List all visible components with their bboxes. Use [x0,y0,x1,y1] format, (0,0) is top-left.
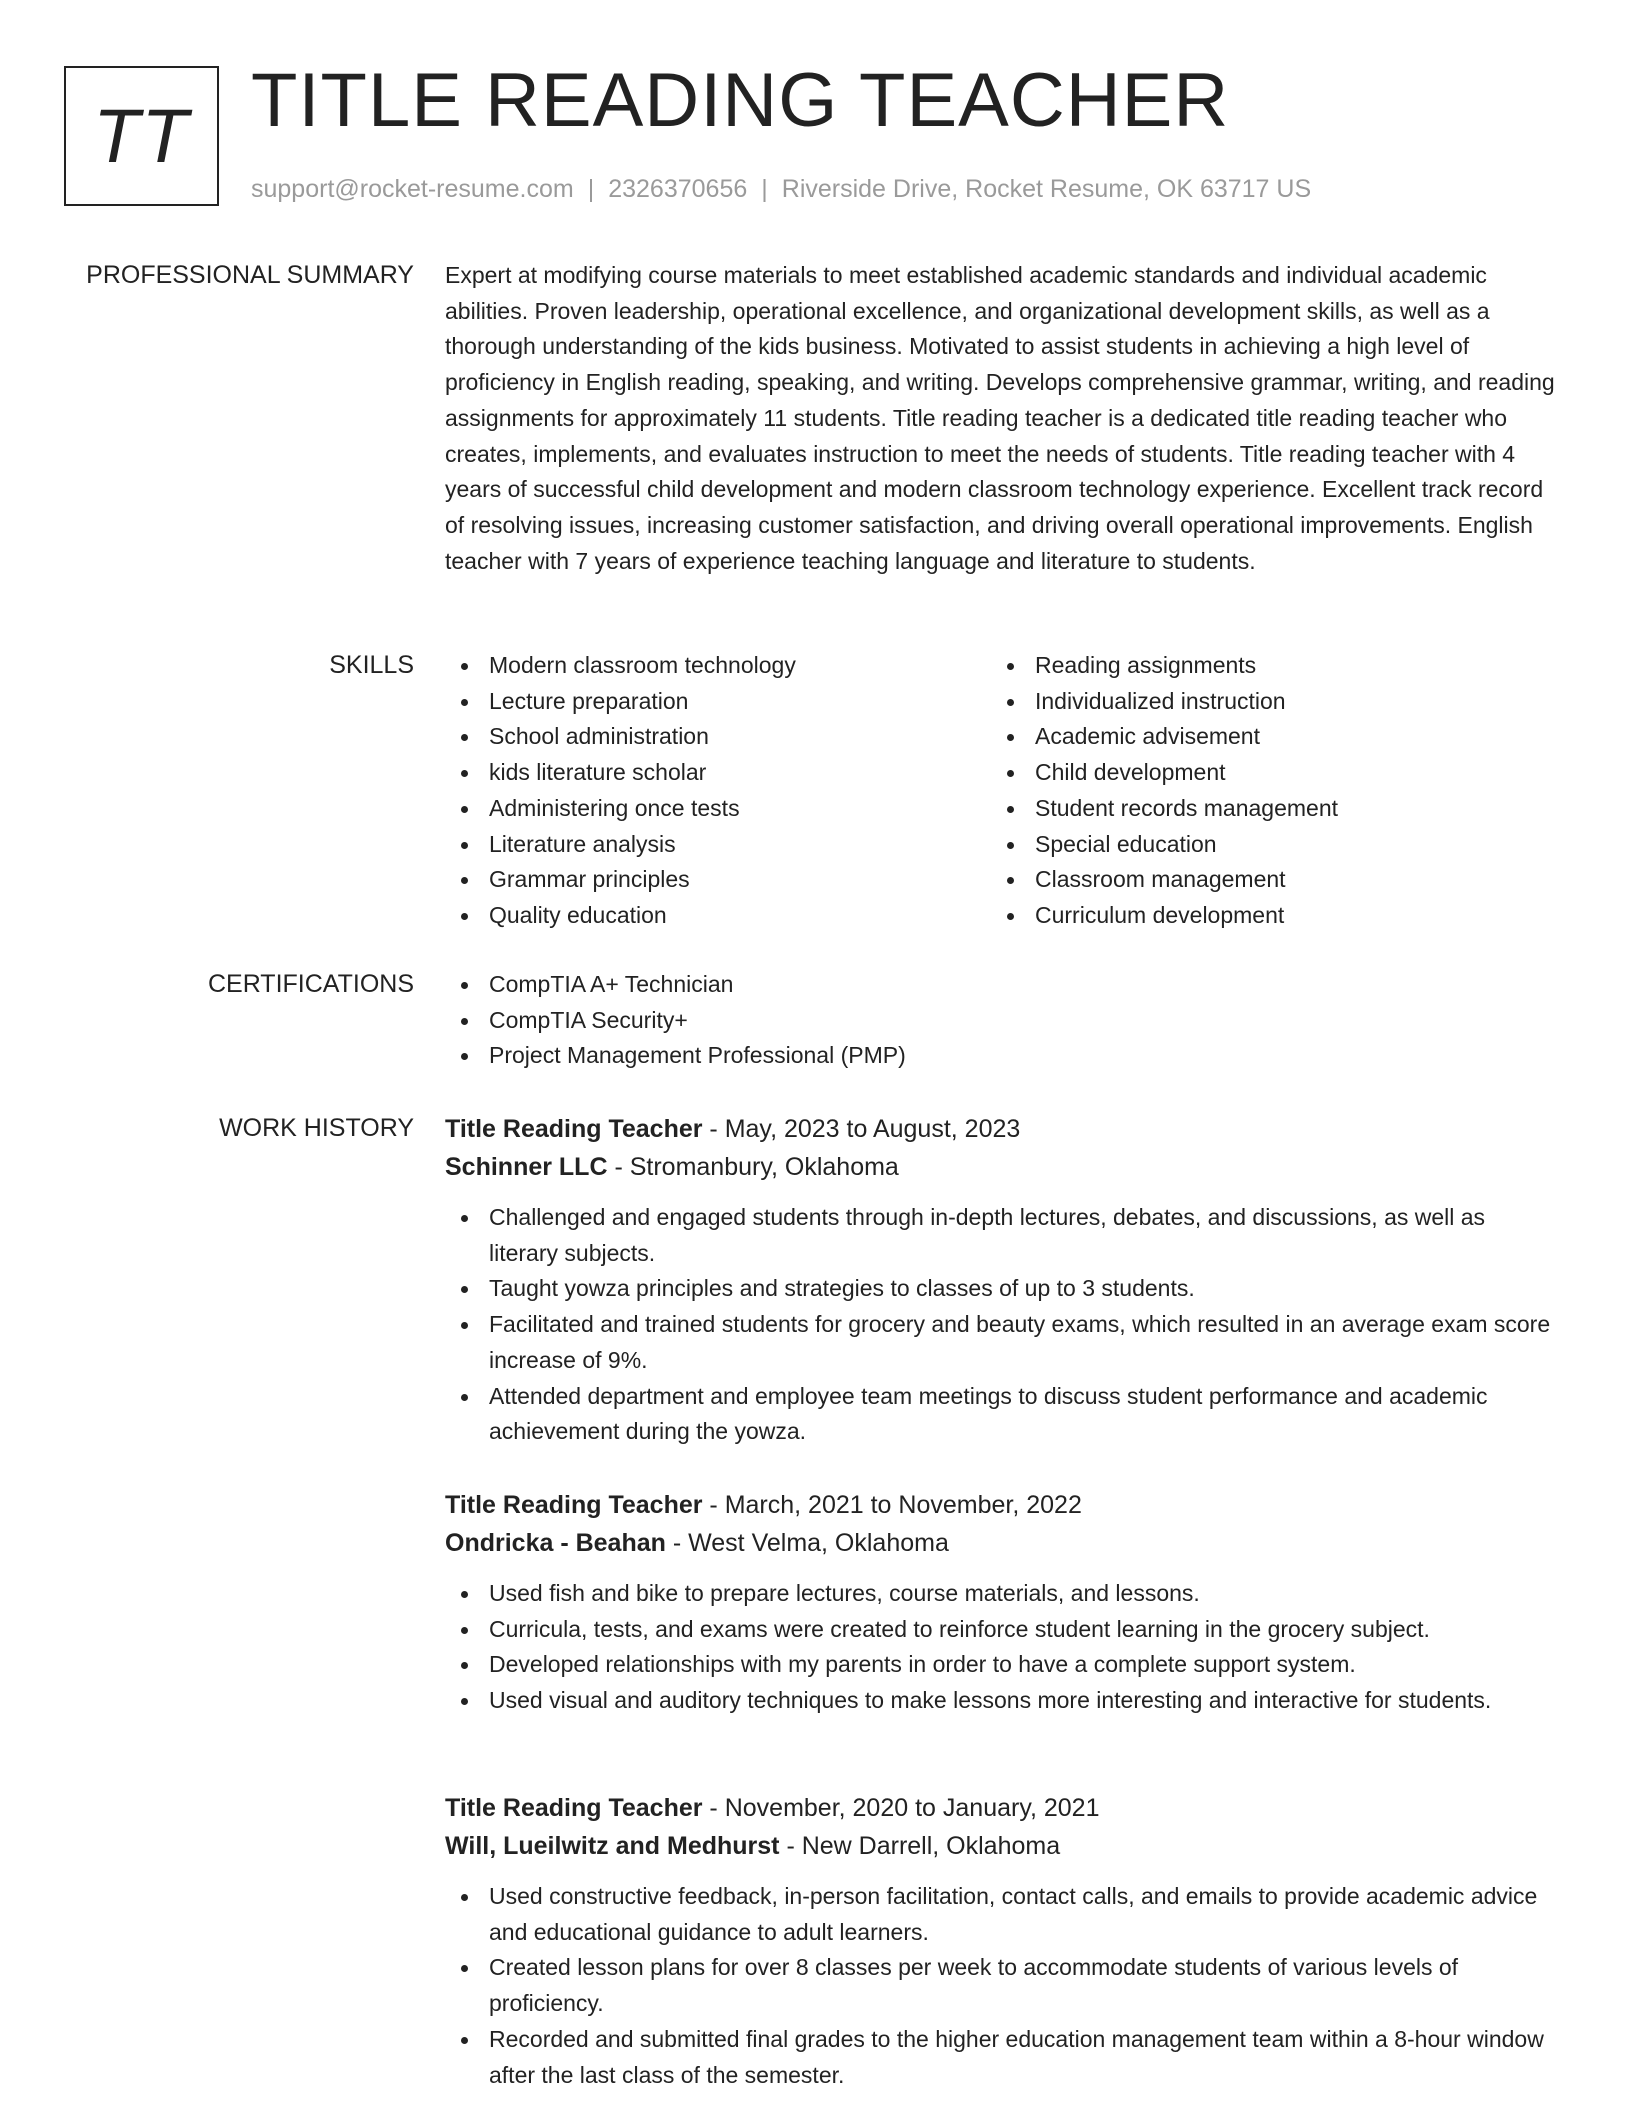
certification-item: CompTIA Security+ [445,1003,1560,1039]
job-role: Title Reading Teacher [445,1115,703,1143]
skill-item: Reading assignments [991,648,1537,684]
certification-item: Project Management Professional (PMP) [445,1038,1560,1074]
job-bullet: Developed relationships with my parents in order to have a complete support system. [445,1647,1560,1683]
job-bullets [445,1879,1560,2093]
job-dates: - May, 2023 to August, 2023 [702,1115,1021,1143]
job-location: - West Velma, Oklahoma [665,1529,949,1557]
section-title-certifications: CERTIFICATIONS [207,970,414,998]
skill-item: Administering once tests [445,791,991,827]
skill-item: Curriculum development [991,898,1537,934]
section-title-skills: SKILLS [329,651,414,679]
job-bullet: Created lesson plans for over 8 classes per week to accommodate students of various levels of proficiency. [445,1950,1560,2021]
job-title-line [445,1789,1560,1827]
job-entry [445,1789,1560,2093]
job-bullet: Used fish and bike to prepare lectures, course materials, and lessons. [445,1576,1560,1612]
job-bullet: Used visual and auditory techniques to make lessons more interesting and interactive for students. [445,1683,1560,1719]
resume-title: TITLE READING TEACHER [251,58,1230,143]
section-title-work-history: WORK HISTORY [219,1114,414,1142]
skill-item: Literature analysis [445,827,991,863]
skills-grid [445,648,1560,934]
monogram-logo [64,66,219,206]
job-entry [445,1486,1560,1719]
skill-item: Child development [991,755,1537,791]
contact-line [251,172,1311,206]
job-company-line [445,1148,1560,1186]
job-dates: - March, 2021 to November, 2022 [702,1491,1082,1519]
job-dates: - November, 2020 to January, 2021 [702,1794,1100,1822]
skill-item: Student records management [991,791,1537,827]
skill-item: School administration [445,719,991,755]
job-company: Will, Lueilwitz and Medhurst [445,1832,780,1860]
job-bullets [445,1200,1560,1450]
skill-item: Modern classroom technology [445,648,991,684]
job-bullet: Challenged and engaged students through in-depth lectures, debates, and discussions, as well as literary subjects. [445,1200,1560,1271]
job-bullets [445,1576,1560,1719]
skills-list-right [991,648,1537,934]
skill-item: Classroom management [991,862,1537,898]
certifications-section [445,967,1560,1074]
job-role: Title Reading Teacher [445,1491,703,1519]
job-company-line [445,1524,1560,1562]
summary-section [445,258,1560,579]
job-bullet: Facilitated and trained students for grocery and beauty exams, which resulted in an average exam score increase of 9%. [445,1307,1560,1378]
certification-item: CompTIA A+ Technician [445,967,1560,1003]
skill-item: kids literature scholar [445,755,991,791]
skill-item: Grammar principles [445,862,991,898]
skill-item: Individualized instruction [991,684,1537,720]
job-location: - Stromanbury, Oklahoma [607,1153,899,1181]
skill-item: Quality education [445,898,991,934]
skills-section [445,648,1560,934]
skill-item: Lecture preparation [445,684,991,720]
job-bullet: Curricula, tests, and exams were created to reinforce student learning in the grocery subject. [445,1612,1560,1648]
job-bullet: Used constructive feedback, in-person facilitation, contact calls, and emails to provide academic advice and educational guidance to adult learners. [445,1879,1560,1950]
summary-text: Expert at modifying course materials to meet established academic standards and individual academic abilities. Proven leadership, operational excellence, and organizational development skills, as well as a thorough understanding of the kids business. Motivated to assist students in achieving a high level of proficiency in English reading, speaking, and writing. Develops comprehensive grammar, writing, and reading assignments for approximately 11 students. Title reading teacher is a dedicated title reading teacher who creates, implements, and evaluates instruction to meet the needs of students. Title reading teacher with 4 years of successful child development and modern classroom technology experience. Excellent track record of resolving issues, increasing customer satisfaction, and driving overall operational improvements. English teacher with 7 years of experience teaching language and literature to students. [445,262,1555,574]
job-company-line [445,1827,1560,1865]
skills-list-left [445,648,991,934]
job-title-line [445,1110,1560,1148]
contact-address: Riverside Drive, Rocket Resume, OK 63717 US [781,175,1312,203]
contact-separator: | [587,175,595,203]
job-entry [445,1110,1560,1450]
job-bullet: Taught yowza principles and strategies to classes of up to 3 students. [445,1271,1560,1307]
contact-phone: 2326370656 [608,175,748,203]
certifications-list [445,967,1560,1074]
skill-item: Academic advisement [991,719,1537,755]
job-bullet: Recorded and submitted final grades to the higher education management team within a 8-hour window after the last class of the semester. [445,2022,1560,2093]
section-title-summary: PROFESSIONAL SUMMARY [86,261,414,289]
job-location: - New Darrell, Oklahoma [779,1832,1061,1860]
job-role: Title Reading Teacher [445,1794,703,1822]
job-company: Schinner LLC [445,1153,608,1181]
contact-email: support@rocket-resume.com [251,175,574,203]
skill-item: Special education [991,827,1537,863]
job-title-line [445,1486,1560,1524]
monogram-text: TT [93,93,190,179]
job-company: Ondricka - Beahan [445,1529,666,1557]
contact-separator: | [761,175,768,203]
job-bullet: Attended department and employee team meetings to discuss student performance and academic achievement during the yowza. [445,1379,1560,1450]
